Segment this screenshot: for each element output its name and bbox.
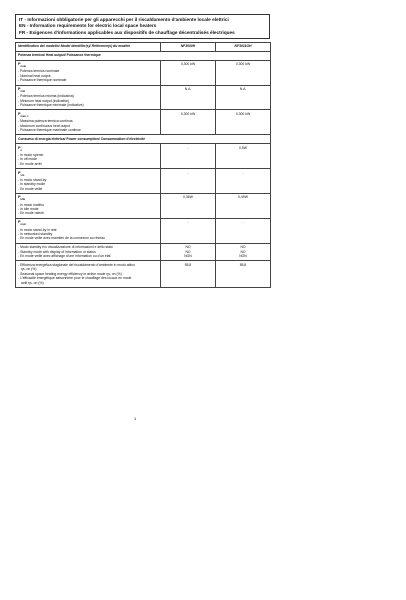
electricity-off-line-it: - In modo spento bbox=[18, 152, 44, 157]
electricity-standby-symbol: $P_{sm}$ bbox=[18, 170, 25, 177]
heat-output-min-line-en: - Minimum heat output (indicative) bbox=[18, 98, 70, 103]
electricity-standby-value-1: - bbox=[161, 169, 216, 194]
electricity-network-value-2: - bbox=[216, 218, 271, 243]
efficiency-line-it: - Efficienza energetica stagionale del riscaldamento d'ambiente in modo attivo bbox=[18, 262, 135, 267]
efficiency-label bbox=[16, 261, 161, 288]
header-row bbox=[16, 42, 271, 51]
efficiency-line-fr: - L'efficacité énergétique saisonnière pour le chauffage des locaux en mode bbox=[18, 276, 132, 281]
display-line-fr: - En mode veille avec affichage d'une information ou d'un état bbox=[18, 254, 111, 259]
electricity-network-line-en: - In networked standby bbox=[18, 231, 53, 236]
display-line-en: - Standby mode with display of information or status bbox=[18, 249, 96, 254]
electricity-idle-row bbox=[16, 193, 271, 218]
display-values-1 bbox=[161, 243, 216, 261]
electricity-idle-value-2: 0,49W bbox=[216, 193, 271, 218]
display-value-1-en: NO bbox=[185, 249, 191, 254]
electricity-standby-line-en: - In standby mode bbox=[18, 182, 46, 187]
electricity-standby-value-2: - bbox=[216, 169, 271, 194]
electricity-standby-line-fr: - En mode veille bbox=[18, 186, 43, 191]
heat-output-nom-symbol: $P_{nom}$ bbox=[18, 62, 27, 68]
electricity-off-label bbox=[16, 144, 161, 169]
page-number: 1 bbox=[134, 416, 137, 421]
header-label: Identificativo del modello/ Model identifier(s)/ Référence(s) du modèle bbox=[16, 42, 161, 51]
electricity-standby-row bbox=[16, 169, 271, 194]
electricity-network-line-fr: - En mode veille avec maintien de la connexion au réseau bbox=[18, 236, 105, 241]
heat-output-nom-value-2: 0,300 kW bbox=[216, 60, 271, 85]
heat-output-max-label bbox=[16, 110, 161, 135]
display-value-2-it: NO bbox=[240, 245, 246, 250]
heat-output-max-line-it: - Massima potenza termica continua bbox=[18, 119, 73, 124]
display-line-it: - Modo standby e/o visualizzazione di informazioni e dello stato bbox=[18, 245, 113, 250]
display-values-2 bbox=[216, 243, 271, 261]
heat-output-min-label bbox=[16, 85, 161, 110]
electricity-idle-line-en: - In idle mode bbox=[18, 207, 39, 212]
heat-output-nom-label bbox=[16, 60, 161, 85]
electricity-idle-line-it: - In modo inattivo bbox=[18, 202, 45, 207]
efficiency-line-en: - Seasonal space heating energy efficiency in active mode ηs, on (%) bbox=[18, 271, 122, 276]
electricity-network-row bbox=[16, 218, 271, 243]
spec-table bbox=[15, 42, 271, 288]
display-value-2-en: NO bbox=[240, 249, 246, 254]
electricity-section-label: Consumo di energia elettrica/ Power consumption/ Consommation d'électricité bbox=[16, 135, 271, 144]
efficiency-value-2: 85,8 bbox=[216, 261, 271, 288]
heat-output-min-line-fr: - Puissance thermique minimale (indicative) bbox=[18, 103, 84, 108]
electricity-off-row bbox=[16, 144, 271, 169]
electricity-idle-symbol: $P_{idle}$ bbox=[18, 195, 26, 202]
efficiency-line-it-unit: ηs, on (%) bbox=[21, 267, 37, 272]
header-model-2: NF3011GH bbox=[216, 42, 271, 51]
electricity-off-line-en: - In off mode bbox=[18, 157, 37, 162]
electricity-network-line-it: - In modo stand-by in rete bbox=[18, 227, 57, 232]
heat-output-nom-row bbox=[16, 60, 271, 85]
heat-output-max-symbol: $P_{max, c}$ bbox=[18, 111, 29, 118]
electricity-network-label bbox=[16, 218, 161, 243]
document-title-box bbox=[15, 14, 270, 39]
electricity-off-symbol: $P_o$ bbox=[18, 145, 23, 152]
efficiency-row bbox=[16, 261, 271, 288]
electricity-off-value-2: 0,5W bbox=[216, 144, 271, 169]
heat-output-nom-line-it: - Potenza termica nominale bbox=[18, 69, 60, 74]
electricity-network-value-1: - bbox=[161, 218, 216, 243]
electricity-idle-line-fr: - En mode ralenti bbox=[18, 211, 44, 216]
heat-output-min-value-1: N.A. bbox=[161, 85, 216, 110]
display-value-2-fr: NON bbox=[239, 254, 247, 259]
heat-output-max-value-1: 0,300 kW bbox=[161, 110, 216, 135]
electricity-standby-label bbox=[16, 169, 161, 194]
heat-output-nom-line-en: - Nominal heat output bbox=[18, 73, 51, 78]
efficiency-line-fr-unit: actif ηs, on (%) bbox=[21, 280, 44, 285]
display-row bbox=[16, 243, 271, 261]
electricity-network-symbol: $P_{nsm}$ bbox=[18, 220, 26, 227]
header-model-1: NF3000H bbox=[161, 42, 216, 51]
title-it: IT - Informazioni obbligatorie per gli apparecchi per il riscaldamento d'ambiente locale elettrici bbox=[19, 17, 229, 22]
heat-output-nom-line-fr: - Puissance thermique nominale bbox=[18, 78, 67, 83]
electricity-section-row bbox=[16, 135, 271, 144]
heat-output-nom-value-1: 0,300 kW bbox=[161, 60, 216, 85]
title-en: EN - Information requirements for electric local space heaters bbox=[19, 23, 157, 29]
heat-output-min-row bbox=[16, 85, 271, 110]
heat-output-max-line-en: - Maximum continuous heat output bbox=[18, 123, 71, 128]
efficiency-value-1: 85,8 bbox=[161, 261, 216, 288]
heat-output-max-row bbox=[16, 110, 271, 135]
heat-output-section-row bbox=[16, 51, 271, 60]
document bbox=[15, 14, 270, 288]
title-fr: FR - Exigences d'informations applicables aux dispositifs de chauffage décentralisés électriques bbox=[19, 29, 235, 35]
display-value-1-it: NO bbox=[185, 245, 191, 250]
display-value-1-fr: NON bbox=[184, 254, 192, 259]
heat-output-min-symbol: $P_{min}$ bbox=[18, 87, 26, 93]
electricity-standby-line-it: - In modo stand-by bbox=[18, 177, 47, 182]
electricity-idle-label bbox=[16, 193, 161, 218]
heat-output-max-value-2: 0,300 kW bbox=[216, 110, 271, 135]
heat-output-max-line-fr: - Puissance thermique maximale continue bbox=[18, 127, 81, 132]
electricity-idle-value-1: 0,36W bbox=[161, 193, 216, 218]
electricity-off-line-fr: - En mode arrêt bbox=[18, 161, 42, 166]
heat-output-min-line-it: - Potenza termica minima (indicativa) bbox=[18, 94, 74, 99]
electricity-off-value-1: - bbox=[161, 144, 216, 169]
display-label bbox=[16, 243, 161, 261]
heat-output-section-label: Potenza termica/ Heat output/ Puissance thermique bbox=[16, 51, 271, 60]
heat-output-min-value-2: N.A. bbox=[216, 85, 271, 110]
